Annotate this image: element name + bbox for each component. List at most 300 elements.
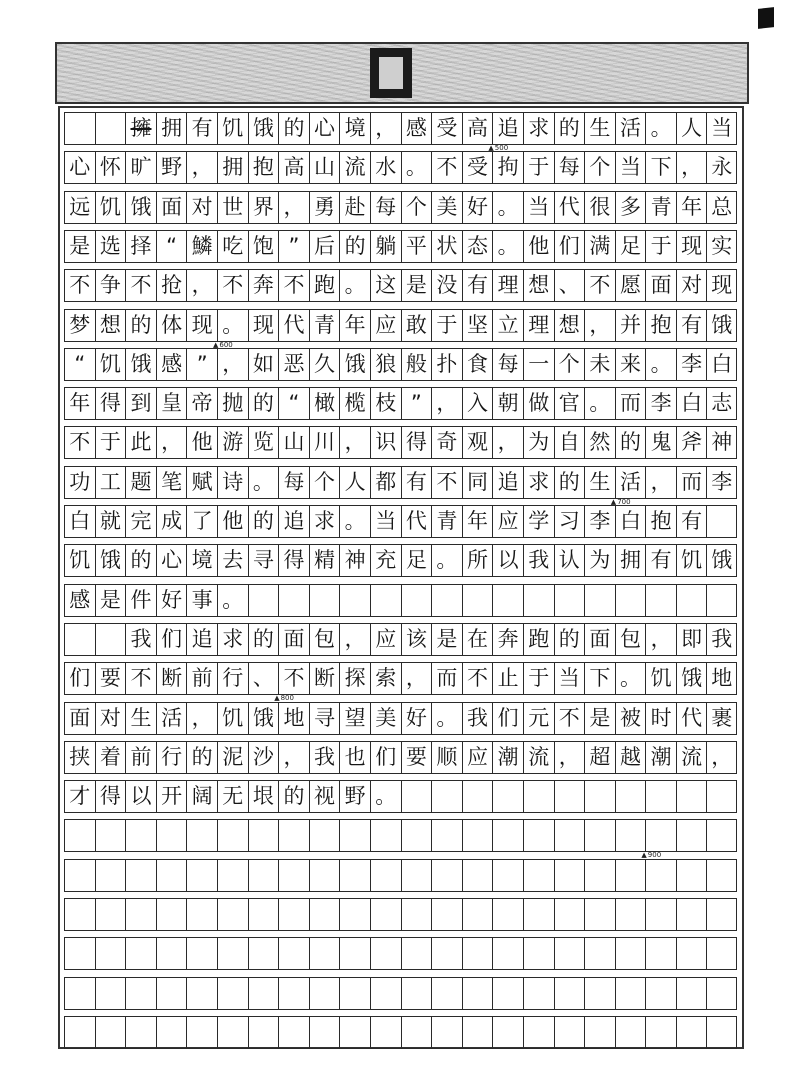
- scan-corner-mark: [758, 7, 774, 29]
- grid-cell: 境: [186, 545, 217, 576]
- grid-cell: ，: [554, 742, 585, 773]
- grid-cell: [431, 585, 462, 616]
- grid-cell: 下: [584, 663, 615, 694]
- grid-cell: 白: [615, 506, 646, 537]
- grid-cell: 对: [95, 703, 126, 734]
- grid-cell: 止: [492, 663, 523, 694]
- grid-row: [64, 584, 737, 617]
- grid-cell: 也: [339, 742, 370, 773]
- grid-cell: 笔: [156, 467, 187, 498]
- grid-cell: [339, 585, 370, 616]
- grid-cell: 心: [156, 545, 187, 576]
- grid-cell: 一: [523, 349, 554, 380]
- grid-row: [64, 623, 737, 656]
- grid-cell: [186, 938, 217, 969]
- grid-cell: 在: [462, 624, 493, 655]
- grid-cell: 野: [156, 152, 187, 183]
- grid-cell: 要: [95, 663, 126, 694]
- grid-cell: 沙: [248, 742, 279, 773]
- grid-cell: 神: [706, 427, 737, 458]
- grid-cell: 感: [401, 113, 432, 144]
- grid-cell: 充: [370, 545, 401, 576]
- word-count-marker: ▲ 900: [641, 851, 661, 859]
- grid-cell: 坚: [462, 310, 493, 341]
- grid-cell: 的: [339, 231, 370, 262]
- grid-cell: [584, 978, 615, 1009]
- grid-cell: 是: [95, 585, 126, 616]
- grid-cell: 我: [706, 624, 737, 655]
- grid-cell: 饥: [95, 192, 126, 223]
- grid-cell: [278, 978, 309, 1009]
- grid-cell: 勇: [309, 192, 340, 223]
- grid-cell: 行: [156, 742, 187, 773]
- grid-cell: 们: [554, 231, 585, 262]
- grid-cell: [401, 820, 432, 851]
- grid-cell: 包: [615, 624, 646, 655]
- grid-cell: [248, 820, 279, 851]
- grid-cell: 精: [309, 545, 340, 576]
- grid-cell: 有: [645, 545, 676, 576]
- grid-cell: 不: [125, 663, 156, 694]
- grid-cell: 山: [309, 152, 340, 183]
- grid-cell: 态: [462, 231, 493, 262]
- grid-cell: [186, 820, 217, 851]
- grid-cell: 如: [248, 349, 279, 380]
- grid-cell: 认: [554, 545, 585, 576]
- grid-row: [64, 387, 737, 420]
- grid-cell: [248, 585, 279, 616]
- grid-cell: 饿: [248, 113, 279, 144]
- grid-cell: 。: [431, 545, 462, 576]
- grid-cell: 个: [554, 349, 585, 380]
- grid-cell: 应: [462, 742, 493, 773]
- grid-cell: 工: [95, 467, 126, 498]
- grid-cell: 面: [156, 192, 187, 223]
- grid-cell: 。: [401, 152, 432, 183]
- grid-cell: 下: [645, 152, 676, 183]
- grid-cell: 理: [523, 310, 554, 341]
- grid-cell: [95, 860, 126, 891]
- grid-cell: 志: [706, 388, 737, 419]
- grid-row: [64, 269, 737, 302]
- word-count-marker: ▲ 500: [488, 144, 508, 152]
- grid-cell: 的: [248, 506, 279, 537]
- grid-row: [64, 112, 737, 145]
- grid-cell: 这: [370, 270, 401, 301]
- grid-cell: 争: [95, 270, 126, 301]
- grid-cell: 是: [584, 703, 615, 734]
- grid-cell: [156, 860, 187, 891]
- grid-cell: 的: [278, 113, 309, 144]
- grid-cell: 抱: [645, 506, 676, 537]
- grid-cell: 愿: [615, 270, 646, 301]
- grid-cell: 抛: [217, 388, 248, 419]
- grid-cell: [125, 860, 156, 891]
- grid-cell: 感: [64, 585, 95, 616]
- grid-cell: 以: [125, 781, 156, 812]
- grid-cell: 着: [95, 742, 126, 773]
- grid-row: [64, 151, 737, 184]
- grid-cell: 奇: [431, 427, 462, 458]
- grid-cell: 擁: [125, 113, 156, 144]
- grid-cell: 是: [401, 270, 432, 301]
- grid-cell: 完: [125, 506, 156, 537]
- grid-cell: [217, 938, 248, 969]
- grid-cell: 现: [248, 310, 279, 341]
- grid-cell: 们: [156, 624, 187, 655]
- grid-cell: [645, 978, 676, 1009]
- grid-cell: [492, 820, 523, 851]
- grid-cell: 的: [248, 388, 279, 419]
- grid-cell: 。: [584, 388, 615, 419]
- grid-cell: [431, 978, 462, 1009]
- grid-cell: [431, 820, 462, 851]
- word-count-marker: ▲ 800: [274, 694, 294, 702]
- grid-cell: [676, 820, 707, 851]
- grid-row: [64, 544, 737, 577]
- grid-cell: 现: [706, 270, 737, 301]
- grid-cell: 对: [186, 192, 217, 223]
- grid-cell: ，: [186, 703, 217, 734]
- grid-cell: [95, 624, 126, 655]
- grid-cell: [615, 781, 646, 812]
- grid-cell: 现: [186, 310, 217, 341]
- grid-cell: 择: [125, 231, 156, 262]
- grid-cell: 览: [248, 427, 279, 458]
- grid-cell: 行: [217, 663, 248, 694]
- grid-cell: 识: [370, 427, 401, 458]
- grid-cell: 入: [462, 388, 493, 419]
- grid-cell: 流: [676, 742, 707, 773]
- grid-cell: ，: [706, 742, 737, 773]
- grid-cell: ，: [156, 427, 187, 458]
- grid-cell: 们: [492, 703, 523, 734]
- grid-cell: [462, 860, 493, 891]
- grid-cell: [676, 899, 707, 930]
- grid-cell: [64, 938, 95, 969]
- grid-cell: 体: [156, 310, 187, 341]
- grid-cell: 年: [462, 506, 493, 537]
- grid-cell: 当: [706, 113, 737, 144]
- grid-cell: [462, 820, 493, 851]
- grid-cell: 追: [186, 624, 217, 655]
- grid-cell: 而: [676, 467, 707, 498]
- grid-cell: 同: [462, 467, 493, 498]
- grid-cell: [645, 585, 676, 616]
- grid-cell: 状: [431, 231, 462, 262]
- grid-cell: 青: [645, 192, 676, 223]
- grid-cell: 来: [615, 349, 646, 380]
- grid-cell: 被: [615, 703, 646, 734]
- grid-cell: 。: [217, 310, 248, 341]
- grid-cell: 寻: [248, 545, 279, 576]
- grid-cell: [309, 899, 340, 930]
- grid-cell: 不: [64, 427, 95, 458]
- grid-cell: 饥: [95, 349, 126, 380]
- grid-cell: 足: [401, 545, 432, 576]
- grid-cell: 断: [156, 663, 187, 694]
- grid-cell: [370, 978, 401, 1009]
- grid-cell: 元: [523, 703, 554, 734]
- grid-cell: 多: [615, 192, 646, 223]
- grid-row: [64, 741, 737, 774]
- grid-cell: 李: [645, 388, 676, 419]
- grid-cell: [431, 781, 462, 812]
- grid-cell: [156, 978, 187, 1009]
- grid-cell: 得: [95, 388, 126, 419]
- grid-cell: 久: [309, 349, 340, 380]
- grid-cell: 开: [156, 781, 187, 812]
- grid-cell: 活: [156, 703, 187, 734]
- grid-cell: 青: [431, 506, 462, 537]
- grid-cell: 的: [554, 467, 585, 498]
- grid-cell: [64, 113, 95, 144]
- grid-cell: [706, 860, 737, 891]
- grid-cell: 求: [217, 624, 248, 655]
- grid-cell: [462, 978, 493, 1009]
- grid-cell: [309, 585, 340, 616]
- grid-cell: [95, 938, 126, 969]
- grid-cell: 探: [339, 663, 370, 694]
- grid-cell: 要: [401, 742, 432, 773]
- grid-cell: 立: [492, 310, 523, 341]
- grid-cell: 。: [645, 113, 676, 144]
- grid-cell: 索: [370, 663, 401, 694]
- grid-cell: [554, 938, 585, 969]
- grid-cell: 垠: [248, 781, 279, 812]
- grid-cell: [186, 899, 217, 930]
- grid-cell: 泥: [217, 742, 248, 773]
- grid-cell: 饥: [64, 545, 95, 576]
- grid-cell: 总: [706, 192, 737, 223]
- grid-cell: ，: [186, 152, 217, 183]
- grid-cell: [584, 1017, 615, 1048]
- grid-cell: 我: [523, 545, 554, 576]
- grid-cell: 境: [339, 113, 370, 144]
- grid-cell: 游: [217, 427, 248, 458]
- grid-cell: 抱: [248, 152, 279, 183]
- grid-cell: 应: [492, 506, 523, 537]
- grid-cell: [706, 1017, 737, 1048]
- grid-cell: [584, 781, 615, 812]
- grid-cell: 代: [676, 703, 707, 734]
- grid-cell: 不: [64, 270, 95, 301]
- grid-cell: [523, 820, 554, 851]
- grid-cell: 个: [584, 152, 615, 183]
- grid-cell: 李: [706, 467, 737, 498]
- grid-cell: ”: [278, 231, 309, 262]
- grid-cell: 当: [615, 152, 646, 183]
- grid-row: [64, 309, 737, 342]
- grid-cell: [309, 820, 340, 851]
- grid-cell: 饥: [676, 545, 707, 576]
- grid-cell: [217, 899, 248, 930]
- grid-cell: 习: [554, 506, 585, 537]
- grid-cell: [431, 899, 462, 930]
- grid-cell: 不: [125, 270, 156, 301]
- grid-cell: 的: [278, 781, 309, 812]
- grid-cell: 梦: [64, 310, 95, 341]
- grid-cell: 想: [554, 310, 585, 341]
- grid-cell: 。: [248, 467, 279, 498]
- grid-cell: [248, 860, 279, 891]
- grid-cell: [615, 585, 646, 616]
- grid-cell: [554, 781, 585, 812]
- grid-cell: [309, 938, 340, 969]
- grid-cell: 超: [584, 742, 615, 773]
- grid-cell: 现: [676, 231, 707, 262]
- grid-cell: 跑: [309, 270, 340, 301]
- grid-cell: [554, 585, 585, 616]
- grid-cell: [401, 781, 432, 812]
- grid-cell: 题: [125, 467, 156, 498]
- grid-cell: 面: [64, 703, 95, 734]
- grid-row: [64, 898, 737, 931]
- grid-cell: ，: [217, 349, 248, 380]
- grid-cell: 想: [95, 310, 126, 341]
- grid-cell: 于: [95, 427, 126, 458]
- grid-cell: [309, 978, 340, 1009]
- grid-cell: [676, 1017, 707, 1048]
- grid-cell: [706, 820, 737, 851]
- grid-cell: “: [156, 231, 187, 262]
- grid-cell: 应: [370, 624, 401, 655]
- grid-cell: 当: [370, 506, 401, 537]
- grid-cell: 饱: [248, 231, 279, 262]
- grid-cell: 自: [554, 427, 585, 458]
- grid-cell: 神: [339, 545, 370, 576]
- grid-cell: [278, 938, 309, 969]
- grid-cell: 阔: [186, 781, 217, 812]
- grid-cell: 没: [431, 270, 462, 301]
- grid-cell: ，: [186, 270, 217, 301]
- grid-cell: 地: [278, 703, 309, 734]
- grid-cell: 饿: [676, 663, 707, 694]
- grid-cell: 鱗: [186, 231, 217, 262]
- grid-cell: [217, 978, 248, 1009]
- grid-cell: [676, 978, 707, 1009]
- grid-cell: [615, 860, 646, 891]
- grid-cell: [125, 1017, 156, 1048]
- grid-cell: 追: [492, 113, 523, 144]
- grid-cell: 年: [339, 310, 370, 341]
- grid-cell: [584, 820, 615, 851]
- grid-cell: 永: [706, 152, 737, 183]
- grid-cell: 满: [584, 231, 615, 262]
- grid-cell: [584, 938, 615, 969]
- grid-cell: ，: [339, 624, 370, 655]
- grid-cell: 的: [186, 742, 217, 773]
- grid-cell: 每: [370, 192, 401, 223]
- grid-cell: 不: [554, 703, 585, 734]
- grid-cell: [64, 978, 95, 1009]
- grid-cell: 不: [584, 270, 615, 301]
- grid-cell: 抢: [156, 270, 187, 301]
- grid-cell: “: [278, 388, 309, 419]
- grid-cell: 的: [248, 624, 279, 655]
- grid-cell: 每: [278, 467, 309, 498]
- grid-cell: 面: [278, 624, 309, 655]
- grid-cell: [401, 1017, 432, 1048]
- grid-cell: [64, 624, 95, 655]
- grid-cell: ，: [431, 388, 462, 419]
- grid-cell: 求: [309, 506, 340, 537]
- grid-cell: ，: [645, 624, 676, 655]
- grid-cell: 拘: [492, 152, 523, 183]
- grid-cell: 有: [676, 310, 707, 341]
- grid-cell: [64, 820, 95, 851]
- grid-cell: [370, 1017, 401, 1048]
- grid-cell: [431, 938, 462, 969]
- grid-cell: [492, 938, 523, 969]
- grid-cell: [523, 1017, 554, 1048]
- grid-cell: 视: [309, 781, 340, 812]
- grid-cell: [278, 585, 309, 616]
- grid-cell: 饥: [217, 113, 248, 144]
- grid-cell: [64, 899, 95, 930]
- grid-cell: 得: [401, 427, 432, 458]
- grid-row: [64, 937, 737, 970]
- grid-row: [64, 505, 737, 538]
- grid-row: [64, 348, 737, 381]
- grid-cell: 。: [492, 231, 523, 262]
- grid-cell: [554, 899, 585, 930]
- grid-cell: 跑: [523, 624, 554, 655]
- grid-cell: 界: [248, 192, 279, 223]
- grid-cell: 般: [401, 349, 432, 380]
- grid-cell: [125, 978, 156, 1009]
- grid-cell: 有: [401, 467, 432, 498]
- grid-cell: 不: [462, 663, 493, 694]
- grid-cell: 美: [431, 192, 462, 223]
- grid-cell: 代: [401, 506, 432, 537]
- grid-cell: 个: [401, 192, 432, 223]
- grid-cell: 顺: [431, 742, 462, 773]
- grid-cell: 于: [645, 231, 676, 262]
- grid-cell: 生: [125, 703, 156, 734]
- grid-cell: [186, 1017, 217, 1048]
- grid-cell: [339, 978, 370, 1009]
- grid-cell: ”: [401, 388, 432, 419]
- grid-cell: 饿: [125, 349, 156, 380]
- grid-cell: 对: [676, 270, 707, 301]
- grid-cell: [492, 1017, 523, 1048]
- grid-cell: [462, 585, 493, 616]
- grid-cell: 为: [523, 427, 554, 458]
- grid-cell: 追: [492, 467, 523, 498]
- grid-cell: 断: [309, 663, 340, 694]
- grid-cell: [95, 1017, 126, 1048]
- grid-cell: ，: [278, 192, 309, 223]
- grid-cell: [125, 899, 156, 930]
- grid-cell: [370, 585, 401, 616]
- grid-cell: [217, 1017, 248, 1048]
- grid-cell: 皇: [156, 388, 187, 419]
- grid-cell: 水: [370, 152, 401, 183]
- grid-cell: 旷: [125, 152, 156, 183]
- word-count-marker: ▲ 700: [611, 498, 631, 506]
- grid-cell: [706, 506, 737, 537]
- grid-row: [64, 977, 737, 1010]
- grid-cell: [156, 1017, 187, 1048]
- grid-cell: 美: [370, 703, 401, 734]
- grid-cell: 榄: [339, 388, 370, 419]
- grid-cell: [523, 781, 554, 812]
- grid-cell: [676, 781, 707, 812]
- grid-cell: 他: [217, 506, 248, 537]
- grid-cell: [615, 1017, 646, 1048]
- grid-cell: 后: [309, 231, 340, 262]
